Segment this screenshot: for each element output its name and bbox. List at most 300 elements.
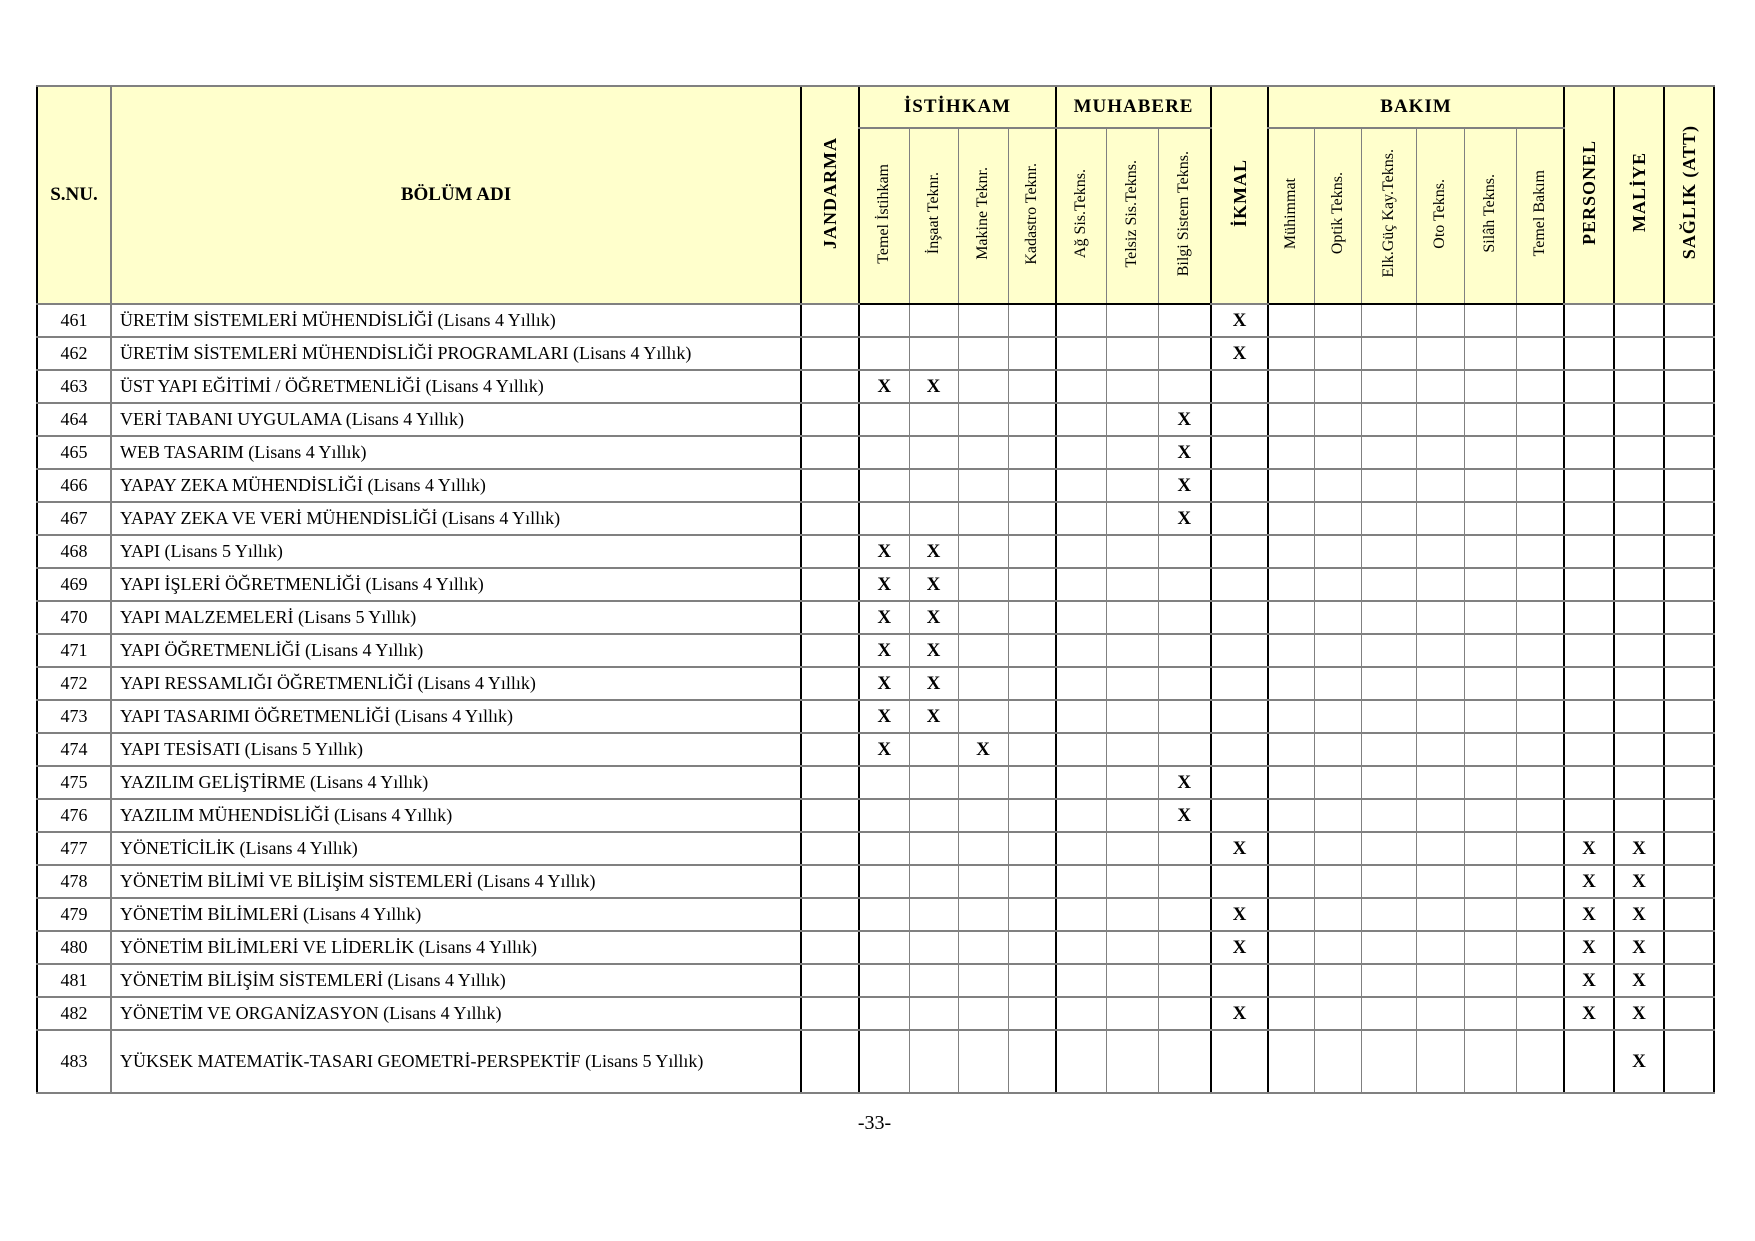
mark-cell-elk-guc bbox=[1361, 997, 1416, 1030]
mark-cell-oto bbox=[1416, 766, 1464, 799]
mark-cell-silah bbox=[1464, 766, 1516, 799]
mark-cell-optik bbox=[1314, 304, 1361, 337]
mark-cell-muhimmat bbox=[1268, 469, 1314, 502]
program-name-cell: YÖNETİM BİLİMLERİ VE LİDERLİK (Lisans 4 Yıllık) bbox=[111, 931, 801, 964]
mark-cell-makine bbox=[958, 403, 1008, 436]
mark-cell-telsiz bbox=[1106, 766, 1158, 799]
mark-cell-temel-bakim bbox=[1516, 535, 1564, 568]
mark-cell-telsiz bbox=[1106, 304, 1158, 337]
mark-cell-oto bbox=[1416, 568, 1464, 601]
mark-cell-personel bbox=[1564, 667, 1614, 700]
row-number-cell: 482 bbox=[37, 997, 111, 1030]
mark-cell-insaat bbox=[909, 766, 958, 799]
mark-cell-saglik bbox=[1664, 601, 1714, 634]
mark-cell-jandarma bbox=[801, 766, 859, 799]
mark-cell-elk-guc bbox=[1361, 898, 1416, 931]
mark-cell-muhimmat bbox=[1268, 799, 1314, 832]
row-number-cell: 465 bbox=[37, 436, 111, 469]
mark-cell-optik bbox=[1314, 601, 1361, 634]
mark-cell-temel-bakim bbox=[1516, 1030, 1564, 1093]
mark-cell-temel-istihkam bbox=[859, 766, 909, 799]
program-name-cell: YAPI (Lisans 5 Yıllık) bbox=[111, 535, 801, 568]
muhimmat-label: Mühimmat bbox=[1282, 177, 1300, 250]
mark-cell-muhimmat bbox=[1268, 634, 1314, 667]
mark-cell-elk-guc bbox=[1361, 403, 1416, 436]
mark-cell-elk-guc bbox=[1361, 931, 1416, 964]
mark-cell-telsiz bbox=[1106, 436, 1158, 469]
mark-cell-jandarma bbox=[801, 700, 859, 733]
mark-cell-jandarma bbox=[801, 931, 859, 964]
mark-cell-ag bbox=[1056, 370, 1106, 403]
mark-cell-makine bbox=[958, 799, 1008, 832]
mark-cell-saglik bbox=[1664, 535, 1714, 568]
mark-cell-ikmal bbox=[1211, 370, 1268, 403]
mark-cell-maliye bbox=[1614, 733, 1664, 766]
mark-cell-telsiz bbox=[1106, 403, 1158, 436]
mark-cell-ikmal bbox=[1211, 436, 1268, 469]
mark-cell-muhimmat bbox=[1268, 667, 1314, 700]
mark-cell-silah bbox=[1464, 601, 1516, 634]
program-name-cell: YAPI MALZEMELERİ (Lisans 5 Yıllık) bbox=[111, 601, 801, 634]
header-col-bilgi bbox=[1158, 128, 1211, 304]
mark-cell-personel bbox=[1564, 766, 1614, 799]
mark-cell-jandarma bbox=[801, 1030, 859, 1093]
mark-cell-elk-guc bbox=[1361, 799, 1416, 832]
oto-label: Oto Tekns. bbox=[1431, 178, 1449, 249]
mark-cell-insaat bbox=[909, 832, 958, 865]
mark-cell-temel-bakim bbox=[1516, 898, 1564, 931]
table-row bbox=[37, 469, 1714, 502]
mark-cell-telsiz bbox=[1106, 931, 1158, 964]
mark-cell-elk-guc bbox=[1361, 832, 1416, 865]
mark-cell-silah bbox=[1464, 931, 1516, 964]
mark-cell-makine bbox=[958, 865, 1008, 898]
header-col-telsiz bbox=[1106, 128, 1158, 304]
mark-cell-ikmal: X bbox=[1211, 832, 1268, 865]
mark-cell-temel-istihkam: X bbox=[859, 535, 909, 568]
mark-cell-temel-bakim bbox=[1516, 667, 1564, 700]
header-col-makine bbox=[958, 128, 1008, 304]
mark-cell-kadastro bbox=[1008, 370, 1056, 403]
table-row bbox=[37, 601, 1714, 634]
mark-cell-temel-bakim bbox=[1516, 931, 1564, 964]
mark-cell-kadastro bbox=[1008, 337, 1056, 370]
mark-cell-bilgi: X bbox=[1158, 469, 1211, 502]
mark-cell-optik bbox=[1314, 634, 1361, 667]
mark-cell-ag bbox=[1056, 601, 1106, 634]
silah-label: Silâh Tekns. bbox=[1481, 174, 1499, 253]
mark-cell-ikmal: X bbox=[1211, 898, 1268, 931]
elk-guc-label: Elk.Güç Kay.Tekns. bbox=[1379, 149, 1397, 278]
program-name-cell: ÜRETİM SİSTEMLERİ MÜHENDİSLİĞİ PROGRAMLARI (Lisans 4 Yıllık) bbox=[111, 337, 801, 370]
mark-cell-temel-istihkam bbox=[859, 799, 909, 832]
header-col-optik bbox=[1314, 128, 1361, 304]
mark-cell-bilgi bbox=[1158, 535, 1211, 568]
mark-cell-kadastro bbox=[1008, 535, 1056, 568]
mark-cell-ikmal bbox=[1211, 700, 1268, 733]
row-number-cell: 483 bbox=[37, 1030, 111, 1093]
mark-cell-maliye bbox=[1614, 667, 1664, 700]
mark-cell-optik bbox=[1314, 799, 1361, 832]
mark-cell-elk-guc bbox=[1361, 667, 1416, 700]
mark-cell-insaat: X bbox=[909, 601, 958, 634]
mark-cell-muhimmat bbox=[1268, 436, 1314, 469]
header-col-maliye bbox=[1614, 86, 1664, 304]
mark-cell-bilgi bbox=[1158, 931, 1211, 964]
mark-cell-optik bbox=[1314, 667, 1361, 700]
mark-cell-temel-istihkam bbox=[859, 964, 909, 997]
mark-cell-maliye bbox=[1614, 535, 1664, 568]
mark-cell-oto bbox=[1416, 700, 1464, 733]
mark-cell-muhimmat bbox=[1268, 997, 1314, 1030]
mark-cell-jandarma bbox=[801, 634, 859, 667]
mark-cell-maliye bbox=[1614, 700, 1664, 733]
ag-label: Ağ Sis.Tekns. bbox=[1072, 168, 1090, 259]
mark-cell-makine bbox=[958, 502, 1008, 535]
mark-cell-saglik bbox=[1664, 634, 1714, 667]
mark-cell-muhimmat bbox=[1268, 370, 1314, 403]
row-number-cell: 476 bbox=[37, 799, 111, 832]
mark-cell-telsiz bbox=[1106, 964, 1158, 997]
program-name-cell: YAPAY ZEKA MÜHENDİSLİĞİ (Lisans 4 Yıllık) bbox=[111, 469, 801, 502]
mark-cell-ikmal bbox=[1211, 601, 1268, 634]
mark-cell-bilgi: X bbox=[1158, 502, 1211, 535]
mark-cell-oto bbox=[1416, 997, 1464, 1030]
program-name-cell: YAPAY ZEKA VE VERİ MÜHENDİSLİĞİ (Lisans 4 Yıllık) bbox=[111, 502, 801, 535]
mark-cell-insaat bbox=[909, 997, 958, 1030]
mark-cell-muhimmat bbox=[1268, 568, 1314, 601]
mark-cell-silah bbox=[1464, 700, 1516, 733]
mark-cell-jandarma bbox=[801, 667, 859, 700]
mark-cell-kadastro bbox=[1008, 700, 1056, 733]
header-col-saglik bbox=[1664, 86, 1714, 304]
mark-cell-silah bbox=[1464, 370, 1516, 403]
program-name-cell: YÖNETİM VE ORGANİZASYON (Lisans 4 Yıllık) bbox=[111, 997, 801, 1030]
mark-cell-silah bbox=[1464, 799, 1516, 832]
row-number-cell: 469 bbox=[37, 568, 111, 601]
mark-cell-personel bbox=[1564, 700, 1614, 733]
mark-cell-oto bbox=[1416, 535, 1464, 568]
mark-cell-saglik bbox=[1664, 766, 1714, 799]
mark-cell-temel-bakim bbox=[1516, 337, 1564, 370]
mark-cell-maliye bbox=[1614, 469, 1664, 502]
mark-cell-saglik bbox=[1664, 370, 1714, 403]
mark-cell-personel bbox=[1564, 370, 1614, 403]
mark-cell-ikmal bbox=[1211, 634, 1268, 667]
mark-cell-ikmal bbox=[1211, 667, 1268, 700]
mark-cell-temel-istihkam: X bbox=[859, 667, 909, 700]
mark-cell-maliye: X bbox=[1614, 832, 1664, 865]
maliye-label: MALİYE bbox=[1629, 152, 1650, 233]
mark-cell-muhimmat bbox=[1268, 865, 1314, 898]
mark-cell-temel-istihkam bbox=[859, 931, 909, 964]
mark-cell-jandarma bbox=[801, 964, 859, 997]
mark-cell-kadastro bbox=[1008, 733, 1056, 766]
mark-cell-kadastro bbox=[1008, 1030, 1056, 1093]
mark-cell-maliye bbox=[1614, 601, 1664, 634]
mark-cell-muhimmat bbox=[1268, 832, 1314, 865]
mark-cell-silah bbox=[1464, 667, 1516, 700]
row-number-cell: 475 bbox=[37, 766, 111, 799]
mark-cell-saglik bbox=[1664, 733, 1714, 766]
mark-cell-telsiz bbox=[1106, 502, 1158, 535]
mark-cell-oto bbox=[1416, 865, 1464, 898]
mark-cell-kadastro bbox=[1008, 502, 1056, 535]
mark-cell-ikmal bbox=[1211, 1030, 1268, 1093]
mark-cell-elk-guc bbox=[1361, 337, 1416, 370]
mark-cell-silah bbox=[1464, 403, 1516, 436]
mark-cell-personel bbox=[1564, 568, 1614, 601]
mark-cell-optik bbox=[1314, 403, 1361, 436]
mark-cell-ag bbox=[1056, 766, 1106, 799]
row-number-cell: 466 bbox=[37, 469, 111, 502]
mark-cell-bilgi bbox=[1158, 733, 1211, 766]
mark-cell-telsiz bbox=[1106, 634, 1158, 667]
mark-cell-makine bbox=[958, 304, 1008, 337]
mark-cell-personel: X bbox=[1564, 898, 1614, 931]
mark-cell-kadastro bbox=[1008, 997, 1056, 1030]
header-snu: S.NU. bbox=[37, 86, 111, 304]
table-row bbox=[37, 733, 1714, 766]
mark-cell-optik bbox=[1314, 502, 1361, 535]
mark-cell-bilgi: X bbox=[1158, 436, 1211, 469]
table-row bbox=[37, 964, 1714, 997]
header-col-elk-guc bbox=[1361, 128, 1416, 304]
mark-cell-elk-guc bbox=[1361, 502, 1416, 535]
mark-cell-oto bbox=[1416, 667, 1464, 700]
program-name-cell: YAPI TASARIMI ÖĞRETMENLİĞİ (Lisans 4 Yıllık) bbox=[111, 700, 801, 733]
mark-cell-makine bbox=[958, 700, 1008, 733]
mark-cell-elk-guc bbox=[1361, 865, 1416, 898]
mark-cell-saglik bbox=[1664, 799, 1714, 832]
program-name-cell: YAPI TESİSATI (Lisans 5 Yıllık) bbox=[111, 733, 801, 766]
mark-cell-elk-guc bbox=[1361, 436, 1416, 469]
mark-cell-jandarma bbox=[801, 337, 859, 370]
mark-cell-saglik bbox=[1664, 832, 1714, 865]
mark-cell-personel bbox=[1564, 502, 1614, 535]
mark-cell-elk-guc bbox=[1361, 535, 1416, 568]
table-row bbox=[37, 766, 1714, 799]
mark-cell-makine bbox=[958, 1030, 1008, 1093]
table-row bbox=[37, 667, 1714, 700]
mark-cell-kadastro bbox=[1008, 436, 1056, 469]
mark-cell-elk-guc bbox=[1361, 304, 1416, 337]
mark-cell-kadastro bbox=[1008, 799, 1056, 832]
table-row bbox=[37, 568, 1714, 601]
mark-cell-temel-bakim bbox=[1516, 436, 1564, 469]
row-number-cell: 480 bbox=[37, 931, 111, 964]
mark-cell-makine bbox=[958, 964, 1008, 997]
mark-cell-personel: X bbox=[1564, 931, 1614, 964]
mark-cell-temel-istihkam: X bbox=[859, 700, 909, 733]
kadastro-label: Kadastro Teknr. bbox=[1022, 162, 1040, 265]
mark-cell-temel-bakim bbox=[1516, 799, 1564, 832]
mark-cell-makine bbox=[958, 535, 1008, 568]
mark-cell-temel-bakim bbox=[1516, 601, 1564, 634]
mark-cell-elk-guc bbox=[1361, 370, 1416, 403]
mark-cell-elk-guc bbox=[1361, 766, 1416, 799]
mark-cell-personel bbox=[1564, 733, 1614, 766]
program-branch-table bbox=[36, 85, 1715, 1094]
mark-cell-temel-istihkam: X bbox=[859, 370, 909, 403]
header-col-ag bbox=[1056, 128, 1106, 304]
table-row bbox=[37, 931, 1714, 964]
mark-cell-makine bbox=[958, 568, 1008, 601]
mark-cell-jandarma bbox=[801, 304, 859, 337]
mark-cell-oto bbox=[1416, 799, 1464, 832]
mark-cell-jandarma bbox=[801, 733, 859, 766]
mark-cell-maliye: X bbox=[1614, 898, 1664, 931]
row-number-cell: 472 bbox=[37, 667, 111, 700]
mark-cell-oto bbox=[1416, 733, 1464, 766]
mark-cell-muhimmat bbox=[1268, 304, 1314, 337]
mark-cell-muhimmat bbox=[1268, 766, 1314, 799]
makine-label: Makine Teknr. bbox=[974, 167, 991, 260]
mark-cell-oto bbox=[1416, 370, 1464, 403]
mark-cell-ag bbox=[1056, 304, 1106, 337]
mark-cell-silah bbox=[1464, 1030, 1516, 1093]
table-row bbox=[37, 700, 1714, 733]
mark-cell-muhimmat bbox=[1268, 898, 1314, 931]
mark-cell-telsiz bbox=[1106, 832, 1158, 865]
mark-cell-kadastro bbox=[1008, 634, 1056, 667]
mark-cell-optik bbox=[1314, 733, 1361, 766]
table-row bbox=[37, 502, 1714, 535]
mark-cell-telsiz bbox=[1106, 370, 1158, 403]
row-number-cell: 473 bbox=[37, 700, 111, 733]
header-col-ikmal bbox=[1211, 86, 1268, 304]
mark-cell-makine bbox=[958, 436, 1008, 469]
mark-cell-ikmal bbox=[1211, 469, 1268, 502]
table-row bbox=[37, 898, 1714, 931]
mark-cell-jandarma bbox=[801, 370, 859, 403]
mark-cell-insaat bbox=[909, 436, 958, 469]
mark-cell-oto bbox=[1416, 931, 1464, 964]
mark-cell-bilgi bbox=[1158, 964, 1211, 997]
table-row bbox=[37, 799, 1714, 832]
mark-cell-ag bbox=[1056, 733, 1106, 766]
mark-cell-bilgi bbox=[1158, 1030, 1211, 1093]
mark-cell-maliye bbox=[1614, 502, 1664, 535]
mark-cell-ag bbox=[1056, 865, 1106, 898]
mark-cell-optik bbox=[1314, 766, 1361, 799]
mark-cell-silah bbox=[1464, 568, 1516, 601]
mark-cell-makine bbox=[958, 370, 1008, 403]
mark-cell-elk-guc bbox=[1361, 469, 1416, 502]
mark-cell-temel-istihkam bbox=[859, 304, 909, 337]
mark-cell-oto bbox=[1416, 1030, 1464, 1093]
mark-cell-insaat bbox=[909, 304, 958, 337]
mark-cell-insaat: X bbox=[909, 667, 958, 700]
mark-cell-temel-istihkam: X bbox=[859, 634, 909, 667]
mark-cell-optik bbox=[1314, 997, 1361, 1030]
mark-cell-saglik bbox=[1664, 931, 1714, 964]
mark-cell-jandarma bbox=[801, 403, 859, 436]
mark-cell-temel-bakim bbox=[1516, 733, 1564, 766]
mark-cell-ag bbox=[1056, 337, 1106, 370]
mark-cell-saglik bbox=[1664, 700, 1714, 733]
mark-cell-bilgi bbox=[1158, 667, 1211, 700]
mark-cell-kadastro bbox=[1008, 931, 1056, 964]
mark-cell-maliye bbox=[1614, 370, 1664, 403]
mark-cell-bilgi bbox=[1158, 898, 1211, 931]
mark-cell-ag bbox=[1056, 832, 1106, 865]
table-row bbox=[37, 997, 1714, 1030]
mark-cell-oto bbox=[1416, 469, 1464, 502]
mark-cell-insaat: X bbox=[909, 370, 958, 403]
program-name-cell: WEB TASARIM (Lisans 4 Yıllık) bbox=[111, 436, 801, 469]
mark-cell-ag bbox=[1056, 799, 1106, 832]
program-name-cell: YÖNETİCİLİK (Lisans 4 Yıllık) bbox=[111, 832, 801, 865]
row-number-cell: 467 bbox=[37, 502, 111, 535]
mark-cell-elk-guc bbox=[1361, 733, 1416, 766]
mark-cell-kadastro bbox=[1008, 964, 1056, 997]
mark-cell-personel bbox=[1564, 634, 1614, 667]
mark-cell-silah bbox=[1464, 469, 1516, 502]
mark-cell-oto bbox=[1416, 601, 1464, 634]
mark-cell-jandarma bbox=[801, 601, 859, 634]
mark-cell-ikmal bbox=[1211, 502, 1268, 535]
program-name-cell: VERİ TABANI UYGULAMA (Lisans 4 Yıllık) bbox=[111, 403, 801, 436]
mark-cell-jandarma bbox=[801, 799, 859, 832]
mark-cell-insaat bbox=[909, 502, 958, 535]
mark-cell-personel: X bbox=[1564, 832, 1614, 865]
mark-cell-ag bbox=[1056, 898, 1106, 931]
table-row bbox=[37, 535, 1714, 568]
mark-cell-silah bbox=[1464, 502, 1516, 535]
mark-cell-temel-istihkam: X bbox=[859, 568, 909, 601]
mark-cell-telsiz bbox=[1106, 997, 1158, 1030]
row-number-cell: 478 bbox=[37, 865, 111, 898]
mark-cell-kadastro bbox=[1008, 898, 1056, 931]
mark-cell-optik bbox=[1314, 700, 1361, 733]
mark-cell-kadastro bbox=[1008, 403, 1056, 436]
mark-cell-ag bbox=[1056, 634, 1106, 667]
mark-cell-temel-bakim bbox=[1516, 766, 1564, 799]
mark-cell-optik bbox=[1314, 568, 1361, 601]
mark-cell-maliye: X bbox=[1614, 964, 1664, 997]
mark-cell-insaat bbox=[909, 799, 958, 832]
mark-cell-ag bbox=[1056, 700, 1106, 733]
mark-cell-makine bbox=[958, 832, 1008, 865]
mark-cell-saglik bbox=[1664, 997, 1714, 1030]
mark-cell-ikmal bbox=[1211, 865, 1268, 898]
mark-cell-temel-istihkam: X bbox=[859, 733, 909, 766]
header-bolum-adi: BÖLÜM ADI bbox=[111, 86, 801, 304]
row-number-cell: 461 bbox=[37, 304, 111, 337]
mark-cell-insaat: X bbox=[909, 634, 958, 667]
mark-cell-silah bbox=[1464, 304, 1516, 337]
mark-cell-telsiz bbox=[1106, 667, 1158, 700]
mark-cell-muhimmat bbox=[1268, 964, 1314, 997]
mark-cell-makine bbox=[958, 898, 1008, 931]
mark-cell-temel-istihkam bbox=[859, 865, 909, 898]
mark-cell-silah bbox=[1464, 733, 1516, 766]
table-row bbox=[37, 436, 1714, 469]
mark-cell-jandarma bbox=[801, 535, 859, 568]
row-number-cell: 464 bbox=[37, 403, 111, 436]
mark-cell-ag bbox=[1056, 502, 1106, 535]
mark-cell-maliye bbox=[1614, 799, 1664, 832]
row-number-cell: 479 bbox=[37, 898, 111, 931]
mark-cell-temel-bakim bbox=[1516, 304, 1564, 337]
program-name-cell: YÖNETİM BİLİMLERİ (Lisans 4 Yıllık) bbox=[111, 898, 801, 931]
mark-cell-personel bbox=[1564, 799, 1614, 832]
mark-cell-temel-istihkam: X bbox=[859, 601, 909, 634]
program-name-cell: YAPI İŞLERİ ÖĞRETMENLİĞİ (Lisans 4 Yıllık) bbox=[111, 568, 801, 601]
mark-cell-temel-bakim bbox=[1516, 370, 1564, 403]
mark-cell-saglik bbox=[1664, 568, 1714, 601]
